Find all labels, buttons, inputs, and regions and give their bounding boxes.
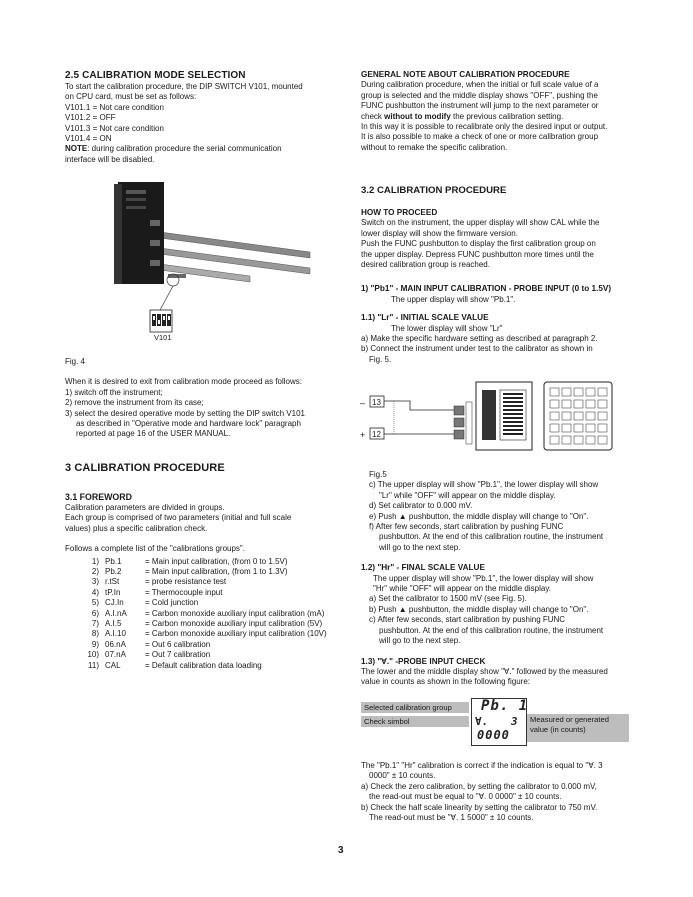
text-line: d) Set calibrator to 0.000 mV. <box>369 501 473 511</box>
text-line: as described in "Operative mode and hardware lock" paragraph <box>76 419 301 429</box>
fig4-caption: Fig. 4 <box>65 357 86 366</box>
text-line: f) After few seconds, start calibration by pushing FUNC <box>369 522 564 532</box>
text-line: group is selected and the middle display shows "OFF", pushing the <box>361 90 598 100</box>
list-item: 11) CAL = Default calibration data loading <box>88 660 262 670</box>
text-line: Follows a complete list of the "calibrations groups". <box>65 544 245 554</box>
display-middle-check: ∀. <box>475 715 489 728</box>
text-line: The read-out must be "∀. 1 5000" ± 10 counts. <box>369 813 534 823</box>
list-item: 3) r.tSt = probe resistance test <box>91 577 227 587</box>
list-item: 1) Pb.1 = Main input calibration, (from 0 to 1.5V) <box>91 556 288 566</box>
text-line: V101.3 = Not care condition <box>65 123 164 133</box>
list-item: 7) A.I.5 = Carbon monoxide auxiliary input calibration (5V) <box>91 619 323 629</box>
text-line: the read-out must be equal to "∀. 0 0000" ± 10 counts. <box>369 792 562 802</box>
list-item: 10) 07.nA = Out 7 calibration <box>87 650 211 660</box>
text-line: "Lr" while "OFF" will appear on the middle display. <box>379 490 556 500</box>
text-line: a) Make the specific hardware setting as described at paragraph 2. <box>361 334 598 344</box>
text-line: values) plus a specific calibration check. <box>65 523 208 533</box>
text-line: without to remake the specific calibration. <box>361 142 508 152</box>
fig5-minus: – <box>360 398 366 408</box>
list-item: 6) A.I.nA = Carbon monoxide auxiliary input calibration (mA) <box>91 608 325 618</box>
text-line: "Hr" while "OFF" will appear on the middle display. <box>373 584 551 594</box>
section-3-1-title: 3.1 FOREWORD <box>65 492 132 502</box>
text-line: The upper display will show "Pb.1", the lower display will show <box>373 573 594 583</box>
text-line: During calibration procedure, when the initial or full scale value of a <box>361 80 599 90</box>
display-figure <box>361 698 629 742</box>
list-item: 2) Pb.2 = Main input calibration, (from 1 to 1.3V) <box>91 567 288 577</box>
text-line: lower display will show the firmware version. <box>361 228 518 238</box>
measured-value-label: Measured or generated value (in counts) <box>527 714 629 742</box>
text-line: Push the FUNC pushbutton to display the first calibration group on <box>361 239 596 249</box>
display-middle-value: 3 <box>511 715 518 728</box>
display-lower: 0000 <box>477 728 510 742</box>
text-line: The upper display will show "Pb.1". <box>391 294 516 304</box>
text-line: FUNC pushbutton the instrument will jump to the next parameter or <box>361 101 599 111</box>
text-line: The "Pb.1" "Hr" calibration is correct if the indication is equal to "∀. 3 <box>361 761 603 770</box>
text-line: c) The upper display will show "Pb.1", the lower display will show <box>369 480 599 490</box>
text-line: pushbutton. At the end of this calibration routine, the instrument <box>379 532 604 542</box>
figure-5-wiring <box>350 378 640 458</box>
text-line: interface will be disabled. <box>65 154 155 164</box>
text-line: When it is desired to exit from calibration mode proceed as follows: <box>65 377 302 387</box>
text-line: value in counts as shown in the following figure: <box>361 677 530 687</box>
fig5-plus: + <box>360 430 366 440</box>
fig5-caption: Fig.5 <box>369 470 387 479</box>
text-line: c) After few seconds, start calibration by pushing FUNC <box>369 615 566 625</box>
fig4-switch-label: V101 <box>154 333 172 342</box>
instrument-body <box>118 182 164 284</box>
right-column-mid <box>361 470 641 688</box>
figure-4-instrument <box>100 180 330 355</box>
section-3-2-block <box>361 185 641 365</box>
list-item: 5) CJ.In = Cold junction <box>91 598 199 608</box>
text-line: The lower and the middle display show "∀." followed by the measured <box>361 666 608 676</box>
text-line: Each group is comprised of two parameters (initial and full scale <box>65 513 292 523</box>
text-line: Fig. 5. <box>369 354 392 364</box>
page-number: 3 <box>338 845 344 856</box>
list-item: 9) 06.nA = Out 6 calibration <box>91 639 211 649</box>
main-card <box>160 264 250 282</box>
text-line: Calibration parameters are divided in groups. <box>65 503 225 512</box>
text-line: It is also possible to make a check of one or more calibration group <box>361 132 599 142</box>
section-2-5-title: 2.5 CALIBRATION MODE SELECTION <box>65 70 246 81</box>
text-line: V101.4 = ON <box>65 134 112 144</box>
text-line: on CPU card, must be set as follows: <box>65 92 197 102</box>
note-line <box>65 144 355 154</box>
left-column-mid <box>65 357 355 440</box>
text-line: desired calibration group is reached. <box>361 260 490 270</box>
right-column <box>361 70 636 153</box>
check-title: 1.3) "∀." -PROBE INPUT CHECK <box>361 656 486 666</box>
text-line: In this way it is possible to recalibrate only the desired input or output. <box>361 122 608 132</box>
text-line: To start the calibration procedure, the DIP SWITCH V101, mounted <box>65 82 303 91</box>
fig5-terminal-13-label: 13 <box>372 398 381 407</box>
general-note-title: GENERAL NOTE ABOUT CALIBRATION PROCEDURE <box>361 70 570 79</box>
text-line: 2) remove the instrument from its case; <box>65 398 204 408</box>
list-item: 8) A.I.10 = Carbon monoxide auxiliary input calibration (10V) <box>91 629 327 639</box>
text-line: the upper display. Depress FUNC pushbutton more times until the <box>361 249 594 259</box>
display-upper: Pb. 1 <box>481 698 529 714</box>
note-label: NOTE <box>65 144 88 154</box>
text-line-emphasis: check without to modify the previous calibration setting. <box>361 111 564 121</box>
fig5-terminal-12-label: 12 <box>372 430 381 439</box>
text-line: a) Set the calibrator to 1500 mV (see Fig. 5). <box>369 594 527 604</box>
text-line: 0000" ± 10 counts. <box>369 771 436 781</box>
list-item: 4) tP.In = Thermocouple input <box>91 587 223 597</box>
check-symbol-label: Check simbol <box>361 716 469 727</box>
text-line: 3) select the desired operative mode by setting the DIP switch V101 <box>65 408 305 418</box>
section-3-2-title: 3.2 CALIBRATION PROCEDURE <box>361 185 507 196</box>
how-to-proceed-title: HOW TO PROCEED <box>361 208 438 217</box>
text-line: reported at page 16 of the USER MANUAL. <box>76 429 231 439</box>
text-line: V101.1 = Not care condition <box>65 102 164 112</box>
lr-title: 1.1) "Lr" - INITIAL SCALE VALUE <box>361 313 489 323</box>
text-line: pushbutton. At the end of this calibration routine, the instrument <box>379 625 604 635</box>
text-line: will go to the next step. <box>379 636 461 646</box>
text-line: b) Push ▲ pushbutton, the middle display will change to "On". <box>369 604 589 614</box>
left-column <box>65 70 355 165</box>
section-3-block <box>65 462 355 671</box>
hr-title: 1.2) "Hr" - FINAL SCALE VALUE <box>361 563 485 573</box>
text-line: a) Check the zero calibration, by setting the calibrator to 0.000 mV, <box>361 781 597 791</box>
text-line: e) Push ▲ pushbutton, the middle display will change to "On". <box>369 511 589 521</box>
text-line: b) Connect the instrument under test to the calibrator as shown in <box>361 344 593 354</box>
instrument-front <box>114 184 122 284</box>
selected-group-label: Selected calibration group <box>361 702 469 713</box>
dip-switch-v101 <box>150 310 172 332</box>
text-line: 1) switch off the instrument; <box>65 387 163 397</box>
text-line: will go to the next step. <box>379 542 461 552</box>
right-column-bottom <box>361 761 641 823</box>
text-line: Switch on the instrument, the upper display will show CAL while the <box>361 218 600 228</box>
text-line: V101.2 = OFF <box>65 113 116 123</box>
text-line: The lower display will show "Lr" <box>391 323 503 333</box>
pb1-title: 1) "Pb1" - MAIN INPUT CALIBRATION - PROBE INPUT (0 to 1.5V) <box>361 284 612 294</box>
section-3-title: 3 CALIBRATION PROCEDURE <box>65 462 225 474</box>
calibration-groups-list <box>65 557 355 671</box>
text-line: b) Check the half scale linearity by setting the calibrator to 750 mV. <box>361 802 598 812</box>
note-text: : during calibration procedure the serial communication <box>87 144 282 154</box>
